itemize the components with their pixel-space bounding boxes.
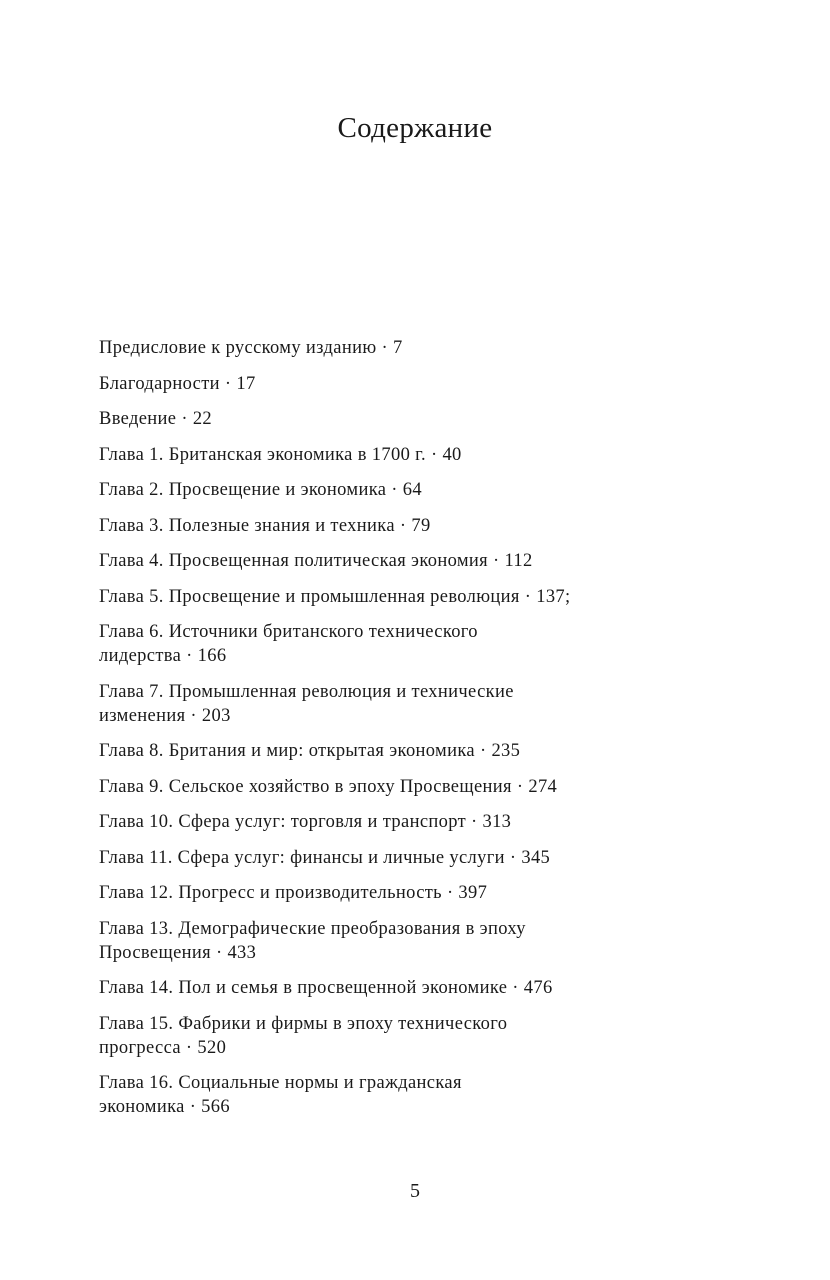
toc-entry: Предисловие к русскому изданию · 7 [99,338,403,358]
toc-entry: Глава 13. Демографические преобразования в эпоху Просвещения · 433 [99,918,526,963]
toc-entry: Глава 9. Сельское хозяйство в эпоху Просвещения · 274 [99,776,558,797]
toc-entry: Глава 14. Пол и семья в просвещенной экономике · 476 [99,978,553,998]
toc-entry: Глава 12. Прогресс и производительность · 397 [99,883,488,903]
page-title: Содержание [337,112,493,144]
page-number: 5 [410,1180,420,1202]
toc-entry: Глава 11. Сфера услуг: финансы и личные услуги · 345 [99,847,551,868]
toc-entry: Глава 1. Британская экономика в 1700 г. · 40 [99,444,462,465]
table-of-contents [99,336,739,1131]
toc-entry: Глава 8. Британия и мир: открытая экономика · 235 [99,741,521,761]
toc-entry: Глава 3. Полезные знания и техника · 79 [99,515,431,536]
toc-entry: Глава 2. Просвещение и экономика · 64 [99,480,422,500]
toc-entry: Глава 6. Источники британского технического лидерства · 166 [99,622,478,666]
toc-entry: Глава 5. Просвещение и промышленная революция · 137; [99,586,571,607]
toc-entry: Глава 7. Промышленная революция и технические изменения · 203 [99,681,514,726]
toc-entry: Глава 10. Сфера услуг: торговля и транспорт · 313 [99,812,512,832]
toc-entry: Глава 15. Фабрики и фирмы в эпоху технического прогресса · 520 [99,1013,508,1058]
toc-entry: Глава 4. Просвещенная политическая экономия · 112 [99,551,533,571]
toc-entry: Глава 16. Социальные нормы и гражданская экономика · 566 [99,1073,462,1117]
toc-entry: Введение · 22 [99,409,213,429]
toc-entry: Благодарности · 17 [99,373,256,394]
